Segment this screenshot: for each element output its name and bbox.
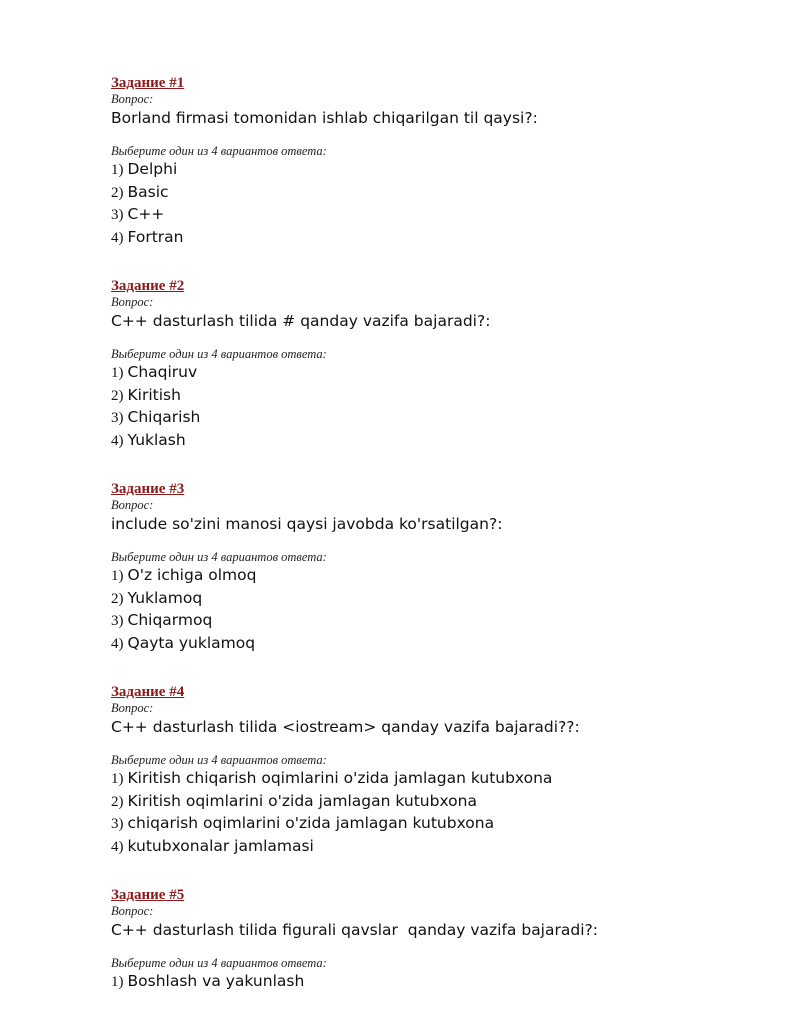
answer-list <box>111 768 761 858</box>
answer-text: Chiqarish <box>127 408 201 426</box>
answer-list <box>111 971 761 994</box>
choose-label: Выберите один из 4 вариантов ответа: <box>111 753 327 767</box>
task-title: Задание #4 <box>111 684 185 700</box>
answer-text: Boshlash va yakunlash <box>127 972 305 990</box>
answer-number: 3) <box>111 410 124 426</box>
answer-option <box>111 182 761 205</box>
answer-number: 1) <box>111 771 124 787</box>
answer-text: Kiritish chiqarish oqimlarini o'zida jamlagan kutubxona <box>127 769 553 787</box>
question-label: Вопрос: <box>111 92 154 106</box>
answer-text: chiqarish oqimlarini o'zida jamlagan kutubxona <box>127 814 495 832</box>
question-text: C++ dasturlash tilida <iostream> qanday vazifa bajaradi??: <box>111 718 580 736</box>
answer-option <box>111 407 761 430</box>
answer-number: 2) <box>111 590 124 607</box>
task-title: Задание #1 <box>111 75 185 91</box>
question-text: Borland firmasi tomonidan ishlab chiqarilgan til qaysi?: <box>111 109 538 127</box>
question-label: Вопрос: <box>111 701 154 715</box>
answer-number: 4) <box>111 432 124 449</box>
answer-option <box>111 791 761 814</box>
task-title: Задание #2 <box>111 278 185 294</box>
answer-text: Fortran <box>127 227 184 246</box>
choose-label: Выберите один из 4 вариантов ответа: <box>111 144 327 158</box>
task-1 <box>111 74 761 249</box>
answer-number: 1) <box>111 568 124 584</box>
answer-text: Kiritish oqimlarini o'zida jamlagan kutubxona <box>127 791 477 810</box>
answer-list <box>111 159 761 249</box>
answer-option <box>111 588 761 611</box>
answer-text: Chaqiruv <box>127 363 198 381</box>
answer-text: Basic <box>127 182 169 201</box>
answer-number: 3) <box>111 207 124 223</box>
answer-number: 2) <box>111 387 124 404</box>
answer-text: kutubxonalar jamlamasi <box>127 836 314 855</box>
answer-number: 1) <box>111 162 124 178</box>
answer-text: Yuklamoq <box>127 588 203 607</box>
answer-number: 2) <box>111 793 124 810</box>
task-5 <box>111 886 761 994</box>
answer-option <box>111 385 761 408</box>
answer-text: Delphi <box>127 160 178 178</box>
answer-option <box>111 813 761 836</box>
question-label: Вопрос: <box>111 904 154 918</box>
choose-label: Выберите один из 4 вариантов ответа: <box>111 956 327 970</box>
task-title: Задание #5 <box>111 887 185 903</box>
answer-number: 4) <box>111 229 124 246</box>
answer-number: 1) <box>111 974 124 990</box>
answer-number: 4) <box>111 635 124 652</box>
answer-text: O'z ichiga olmoq <box>127 566 257 584</box>
answer-list <box>111 565 761 655</box>
answer-option <box>111 633 761 656</box>
answer-option <box>111 362 761 385</box>
answer-text: Yuklash <box>127 430 186 449</box>
question-text: include so'zini manosi qaysi javobda ko'rsatilgan?: <box>111 515 503 533</box>
choose-label: Выберите один из 4 вариантов ответа: <box>111 550 327 564</box>
document-page <box>111 74 761 1022</box>
question-label: Вопрос: <box>111 498 154 512</box>
question-text: C++ dasturlash tilida # qanday vazifa bajaradi?: <box>111 312 491 330</box>
answer-option <box>111 159 761 182</box>
answer-option <box>111 565 761 588</box>
answer-option <box>111 204 761 227</box>
question-text: C++ dasturlash tilida figurali qavslar qanday vazifa bajaradi?: <box>111 921 598 939</box>
answer-number: 2) <box>111 184 124 201</box>
answer-number: 4) <box>111 838 124 855</box>
answer-option <box>111 971 761 994</box>
answer-option <box>111 227 761 250</box>
answer-number: 3) <box>111 816 124 832</box>
answer-text: C++ <box>127 205 165 223</box>
task-4 <box>111 683 761 858</box>
task-2 <box>111 277 761 452</box>
answer-text: Qayta yuklamoq <box>127 633 256 652</box>
task-3 <box>111 480 761 655</box>
choose-label: Выберите один из 4 вариантов ответа: <box>111 347 327 361</box>
answer-option <box>111 768 761 791</box>
task-title: Задание #3 <box>111 481 185 497</box>
answer-text: Kiritish <box>127 385 181 404</box>
answer-number: 3) <box>111 613 124 629</box>
answer-number: 1) <box>111 365 124 381</box>
answer-list <box>111 362 761 452</box>
answer-option <box>111 836 761 859</box>
answer-option <box>111 610 761 633</box>
answer-text: Chiqarmoq <box>127 611 213 629</box>
question-label: Вопрос: <box>111 295 154 309</box>
answer-option <box>111 430 761 453</box>
